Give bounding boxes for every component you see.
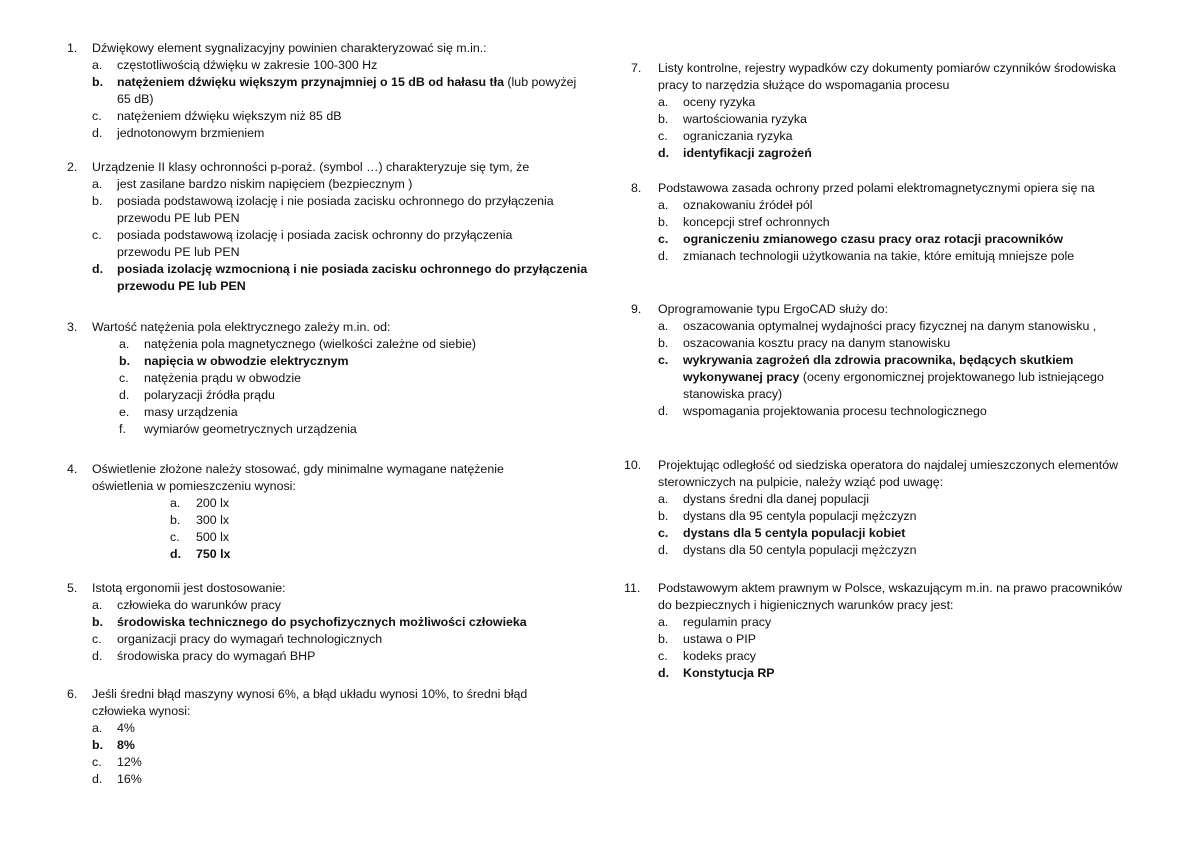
answer-option-d-text: środowiska pracy do wymagań BHP (117, 649, 316, 663)
answer-option-c-letter: c. (119, 371, 129, 385)
answer-option-c (117, 631, 382, 648)
answer-option-a-letter: a. (658, 492, 669, 506)
answer-option-d-letter: d. (92, 649, 103, 663)
question-text: Listy kontrolne, rejestry wypadków czy dokumenty pomiarów czynników środowiska (658, 61, 1116, 75)
answer-option-a (144, 336, 476, 353)
answer-option-c-letter: c. (658, 129, 668, 143)
answer-option-b-correct (117, 91, 154, 108)
answer-option-b-letter: b. (658, 112, 669, 126)
question-text: Projektując odległość od siedziska operatora do najdalej umieszczonych elementów (658, 458, 1119, 472)
answer-option-a-letter: a. (658, 95, 669, 109)
answer-option-a-letter: a. (170, 496, 181, 510)
answer-option-b-letter: b. (658, 632, 669, 646)
question-number: 3. (67, 320, 78, 334)
answer-option-a (683, 94, 755, 111)
question-text: Wartość natężenia pola elektrycznego zależy m.in. od: (92, 320, 391, 334)
answer-option-c (117, 108, 342, 125)
answer-option-a (196, 495, 229, 512)
question-text: do bezpiecznych i higienicznych warunków pracy jest: (658, 598, 954, 612)
answer-option-c-text: 12% (117, 755, 142, 769)
answer-option-f (144, 421, 357, 438)
answer-option-c-correct-letter: c. (658, 526, 669, 540)
answer-option-d-correct-text: 750 lx (196, 547, 231, 561)
answer-option-b-correct-text: napięcia w obwodzie elektrycznym (144, 354, 349, 368)
answer-option-c-correct-text: stanowiska pracy) (683, 387, 783, 401)
question-number: 11. (624, 581, 641, 595)
answer-option-a-text: regulamin pracy (683, 615, 772, 629)
answer-option-b-correct-text: 65 dB) (117, 92, 154, 106)
answer-option-b-correct (144, 353, 349, 370)
answer-option-b-correct-letter: b. (92, 738, 104, 752)
question-text: oświetlenia w pomieszczeniu wynosi: (92, 479, 296, 493)
question-text: Urządzenie II klasy ochronności p-poraż. (symbol …) charakteryzuje się tym, że (92, 160, 530, 174)
answer-option-b (117, 210, 240, 227)
answer-option-d-text: jednotonowym brzmieniem (117, 126, 265, 140)
answer-option-c-correct-text: wykrywania zagrożeń dla zdrowia pracownika, będących skutkiem (683, 353, 1074, 367)
answer-option-b-text: dystans dla 95 centyla populacji mężczyzn (683, 509, 917, 523)
answer-option-a-text: oznakowaniu źródeł pól (683, 198, 813, 212)
answer-option-c-correct-letter: c. (658, 232, 669, 246)
answer-option-c-text: 500 lx (196, 530, 230, 544)
answer-option-d-correct-letter: d. (658, 146, 670, 160)
answer-option-d-correct (683, 145, 812, 162)
answer-option-c (683, 128, 793, 145)
answer-option-b-letter: b. (658, 509, 669, 523)
answer-option-a-text: jest zasilane bardzo niskim napięciem (bezpiecznym ) (117, 177, 413, 191)
question-text: sterowniczych na pulpicie, należy wziąć pod uwagę: (658, 475, 944, 489)
answer-option-b (683, 335, 950, 352)
answer-option-c-correct-text: dystans dla 5 centyla populacji kobiet (683, 526, 906, 540)
answer-option-c-correct (683, 231, 1063, 248)
answer-option-b-correct (117, 74, 576, 91)
answer-option-b-text: ustawa o PIP (683, 632, 757, 646)
answer-option-b-text: oszacowania kosztu pracy na danym stanowisku (683, 336, 951, 350)
answer-option-b (683, 214, 830, 231)
answer-option-d-text: 16% (117, 772, 142, 786)
answer-option-d (683, 248, 1074, 265)
answer-option-a (117, 176, 412, 193)
answer-option-c-correct (683, 369, 1104, 386)
answer-option-a-letter: a. (92, 58, 103, 72)
answer-option-d-text: zmianach technologii użytkowania na takie, które emitują mniejsze pole (683, 249, 1075, 263)
answer-option-b (683, 111, 807, 128)
answer-option-d-correct (196, 546, 230, 563)
answer-option-a-text: dystans średni dla danej populacji (683, 492, 869, 506)
answer-option-a-letter: a. (658, 198, 669, 212)
answer-option-c-letter: c. (92, 109, 102, 123)
answer-option-f-letter: f. (119, 422, 126, 436)
answer-option-b-letter: b. (658, 215, 669, 229)
answer-option-c-letter: c. (658, 649, 668, 663)
answer-option-b-letter: b. (170, 513, 181, 527)
answer-option-d-letter: d. (92, 126, 103, 140)
answer-option-b (683, 631, 756, 648)
answer-option-d-letter: d. (658, 249, 669, 263)
answer-option-d-correct-text: Konstytucja RP (683, 666, 775, 680)
answer-option-c-correct (683, 352, 1073, 369)
question-number: 6. (67, 687, 78, 701)
answer-option-c-correct (683, 525, 905, 542)
question-text: Podstawowa zasada ochrony przed polami elektromagnetycznymi opiera się na (658, 181, 1095, 195)
answer-option-c-text: organizacji pracy do wymagań technologicznych (117, 632, 383, 646)
answer-option-b-text: posiada podstawową izolację i nie posiada zacisku ochronnego do przyłączenia (117, 194, 554, 208)
question-number: 10. (624, 458, 642, 472)
question-text: Oprogramowanie typu ErgoCAD służy do: (658, 302, 889, 316)
answer-option-c-letter: c. (92, 228, 102, 242)
question-number: 2. (67, 160, 78, 174)
answer-option-d-correct-letter: d. (170, 547, 182, 561)
answer-option-c-letter: c. (92, 755, 102, 769)
question-text: Podstawowym aktem prawnym w Polsce, wskazującym m.in. na prawo pracowników (658, 581, 1123, 595)
answer-option-c-text: posiada podstawową izolację i posiada zacisk ochronny do przyłączenia (117, 228, 513, 242)
answer-option-d (117, 125, 264, 142)
answer-option-c-correct-text: ograniczeniu zmianowego czasu pracy oraz rotacji pracowników (683, 232, 1064, 246)
answer-option-b-text: wartościowania ryzyka (683, 112, 807, 126)
answer-option-a-text: oceny ryzyka (683, 95, 756, 109)
answer-option-d-correct (117, 261, 587, 278)
answer-option-b-correct-letter: b. (119, 354, 131, 368)
answer-option-d-text: dystans dla 50 centyla populacji mężczyzn (683, 543, 917, 557)
answer-option-c-correct-letter: c. (658, 353, 669, 367)
answer-option-c-text: przewodu PE lub PEN (117, 245, 240, 259)
question-number: 1. (67, 41, 78, 55)
answer-option-c (144, 370, 301, 387)
answer-option-f-text: wymiarów geometrycznych urządzenia (144, 422, 357, 436)
answer-option-c-letter: c. (92, 632, 102, 646)
answer-option-a-text: natężenia pola magnetycznego (wielkości zależne od siebie) (144, 337, 476, 351)
question-text: Oświetlenie złożone należy stosować, gdy minimalne wymagane natężenie (92, 462, 504, 476)
answer-option-e-letter: e. (119, 405, 130, 419)
answer-option-c-text: ograniczania ryzyka (683, 129, 793, 143)
answer-option-a (683, 491, 869, 508)
answer-option-b-correct-letter: b. (92, 75, 104, 89)
answer-option-b-correct-text: natężeniem dźwięku większym przynajmniej o 15 dB od hałasu tła (117, 75, 504, 89)
answer-option-a-text: częstotliwością dźwięku w zakresie 100-300 Hz (117, 58, 378, 72)
answer-option-a-text: oszacowania optymalnej wydajności pracy fizycznej na danym stanowisku , (683, 319, 1097, 333)
answer-option-d-text: polaryzacji źródła prądu (144, 388, 275, 402)
answer-option-d-letter: d. (658, 404, 669, 418)
answer-option-d-letter: d. (92, 772, 103, 786)
question-text: Dźwiękowy element sygnalizacyjny powinien charakteryzować się m.in.: (92, 41, 487, 55)
question-number: 4. (67, 462, 78, 476)
answer-option-c-text: kodeks pracy (683, 649, 757, 663)
answer-option-a-letter: a. (92, 598, 103, 612)
answer-option-b-correct-letter: b. (92, 615, 104, 629)
question-text: pracy to narzędzia służące do wspomagania procesu (658, 78, 950, 92)
answer-option-c-correct-text: wykonywanej pracy (683, 370, 800, 384)
answer-option-d (683, 542, 916, 559)
answer-option-d (117, 771, 142, 788)
answer-option-a-letter: a. (92, 721, 103, 735)
answer-option-b-letter: b. (658, 336, 669, 350)
answer-option-a-text: 4% (117, 721, 135, 735)
answer-option-b-correct (117, 737, 135, 754)
answer-option-b-correct-text: 8% (117, 738, 135, 752)
answer-option-a-text: człowieka do warunków pracy (117, 598, 281, 612)
answer-option-a-text: 200 lx (196, 496, 230, 510)
answer-option-c-letter: c. (170, 530, 180, 544)
answer-option-b-text: przewodu PE lub PEN (117, 211, 240, 225)
question-number: 5. (67, 581, 78, 595)
answer-option-b-correct-text: środowiska technicznego do psychofizycznych możliwości człowieka (117, 615, 527, 629)
answer-option-d-correct (117, 278, 246, 295)
answer-option-b (683, 508, 916, 525)
answer-option-a-letter: a. (658, 615, 669, 629)
answer-option-d-text: wspomagania projektowania procesu technologicznego (683, 404, 987, 418)
question-text: człowieka wynosi: (92, 704, 191, 718)
answer-option-c (683, 648, 756, 665)
answer-option-c (196, 529, 229, 546)
answer-option-c (117, 244, 240, 261)
answer-option-a-letter: a. (119, 337, 130, 351)
answer-option-a-letter: a. (658, 319, 669, 333)
answer-option-b-correct (117, 614, 527, 631)
answer-option-b-letter: b. (92, 194, 103, 208)
answer-option-d-correct-text: przewodu PE lub PEN (117, 279, 246, 293)
answer-option-a (683, 197, 813, 214)
answer-option-d-letter: d. (119, 388, 130, 402)
answer-option-c-text: natężenia prądu w obwodzie (144, 371, 302, 385)
answer-option-d-correct-text: identyfikacji zagrożeń (683, 146, 812, 160)
question-number: 8. (631, 181, 642, 195)
answer-option-a (117, 597, 281, 614)
answer-option-c-text: natężeniem dźwięku większym niż 85 dB (117, 109, 342, 123)
answer-option-b (196, 512, 229, 529)
answer-option-c-correct (683, 386, 782, 403)
question-text: Jeśli średni błąd maszyny wynosi 6%, a błąd układu wynosi 10%, to średni błąd (92, 687, 528, 701)
question-number: 9. (631, 302, 642, 316)
answer-option-d-correct (683, 665, 775, 682)
question-text: Istotą ergonomii jest dostosowanie: (92, 581, 286, 595)
answer-option-b-text: koncepcji stref ochronnych (683, 215, 830, 229)
answer-option-e-text: masy urządzenia (144, 405, 238, 419)
answer-option-c (117, 754, 142, 771)
answer-option-d-correct-letter: d. (92, 262, 104, 276)
answer-option-d-correct-text: posiada izolację wzmocnioną i nie posiada zacisku ochronnego do przyłączenia (117, 262, 588, 276)
answer-option-e (144, 404, 238, 421)
answer-option-c (117, 227, 512, 244)
question-number: 7. (631, 61, 642, 75)
answer-option-d (117, 648, 315, 665)
answer-option-b-text: 300 lx (196, 513, 230, 527)
answer-option-b-correct-note: (lub powyżej (503, 75, 577, 89)
answer-option-a (683, 318, 1096, 335)
answer-option-a-letter: a. (92, 177, 103, 191)
answer-option-c-correct-note: (oceny ergonomicznej projektowanego lub istniejącego (799, 370, 1104, 384)
answer-option-a (117, 57, 377, 74)
answer-option-b (117, 193, 554, 210)
answer-option-d-letter: d. (658, 543, 669, 557)
answer-option-a (683, 614, 771, 631)
answer-option-d (144, 387, 275, 404)
answer-option-a (117, 720, 135, 737)
answer-option-d (683, 403, 987, 420)
answer-option-d-correct-letter: d. (658, 666, 670, 680)
